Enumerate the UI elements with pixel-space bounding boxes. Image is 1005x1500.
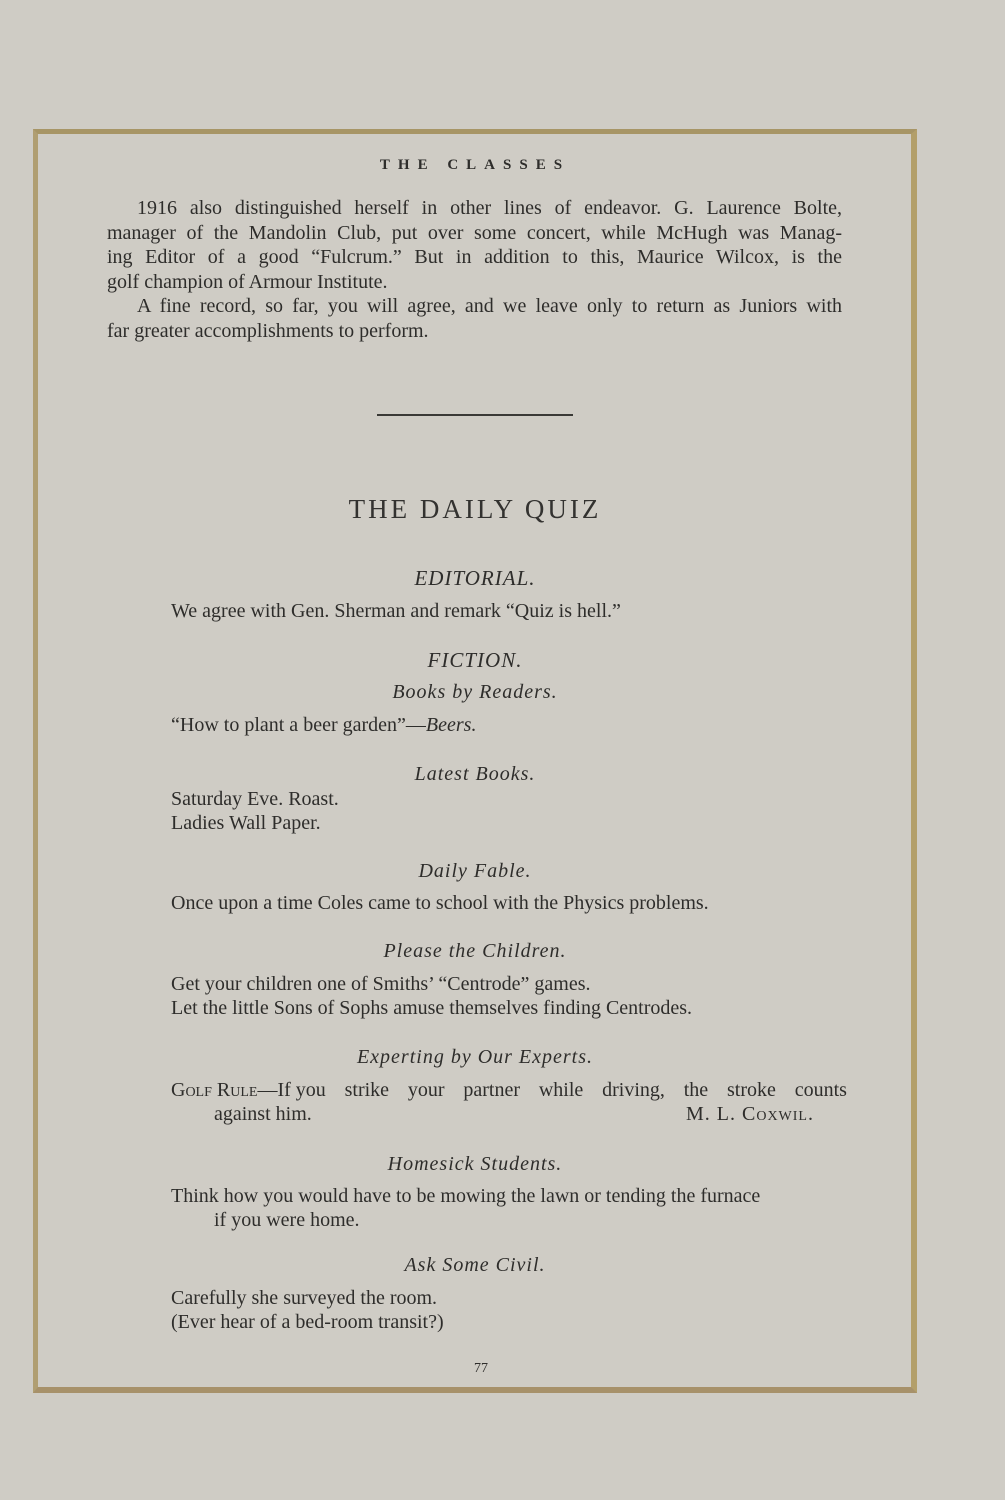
intro-paragraph (107, 196, 842, 343)
experts-heading: Experting by Our Experts. (356, 1046, 594, 1068)
intro-line: far greater accomplishments to perform. (107, 319, 429, 342)
quiz-title: THE DAILY QUIZ (348, 494, 602, 524)
latest-book-item: Ladies Wall Paper. (171, 812, 321, 834)
signature: M. L. Coxwil. (686, 1103, 814, 1125)
running-header: THE CLASSES (379, 157, 571, 173)
homesick-heading: Homesick Students. (387, 1153, 563, 1175)
intro-line: 1916 also distinguished herself in other lines of endeavor. G. Laurence Bolte, (137, 197, 842, 219)
latest-books-heading: Latest Books. (414, 763, 536, 785)
fiction-text (171, 714, 476, 737)
children-line: Get your children one of Smiths’ “Centrode” games. (171, 973, 591, 995)
fable-text: Once upon a time Coles came to school with the Physics problems. (171, 892, 709, 914)
intro-line: golf champion of Armour Institute. (107, 270, 388, 293)
golf-rule-label: Golf Rule (171, 1079, 258, 1101)
civil-line: (Ever hear of a bed-room transit?) (171, 1311, 444, 1333)
intro-line: A fine record, so far, you will agree, and we leave only to return as Juniors with (137, 295, 842, 317)
section-divider (377, 414, 573, 416)
civil-heading: Ask Some Civil. (404, 1254, 546, 1276)
golf-rule-start: Golf Rule—If you (171, 1079, 326, 1101)
fiction-author: Beers. (425, 714, 477, 736)
homesick-continuation: if you were home. (214, 1209, 360, 1231)
editorial-text: We agree with Gen. Sherman and remark “Quiz is hell.” (171, 600, 621, 622)
children-heading: Please the Children. (383, 940, 567, 962)
page-number: 77 (474, 1361, 488, 1376)
fiction-subheading: Books by Readers. (392, 681, 558, 703)
golf-rule-line: Golf Rule—If you strike your partner while driving, the stroke counts (171, 1079, 847, 1101)
fable-heading: Daily Fable. (418, 860, 532, 882)
intro-line: ing Editor of a good “Fulcrum.” But in addition to this, Maurice Wilcox, is the (107, 246, 842, 268)
golf-rule-continuation: against him. (214, 1103, 312, 1125)
fiction-title: “How to plant a beer garden”— (171, 714, 426, 736)
civil-line: Carefully she surveyed the room. (171, 1287, 438, 1309)
homesick-line: Think how you would have to be mowing the lawn or tending the furnace (171, 1185, 761, 1207)
latest-book-item: Saturday Eve. Roast. (171, 788, 339, 810)
fiction-heading: FICTION. (427, 648, 523, 672)
children-line: Let the little Sons of Sophs amuse themselves finding Centrodes. (171, 997, 693, 1019)
intro-line: manager of the Mandolin Club, put over some concert, while McHugh was Manag- (107, 221, 842, 244)
editorial-heading: EDITORIAL. (414, 566, 536, 590)
